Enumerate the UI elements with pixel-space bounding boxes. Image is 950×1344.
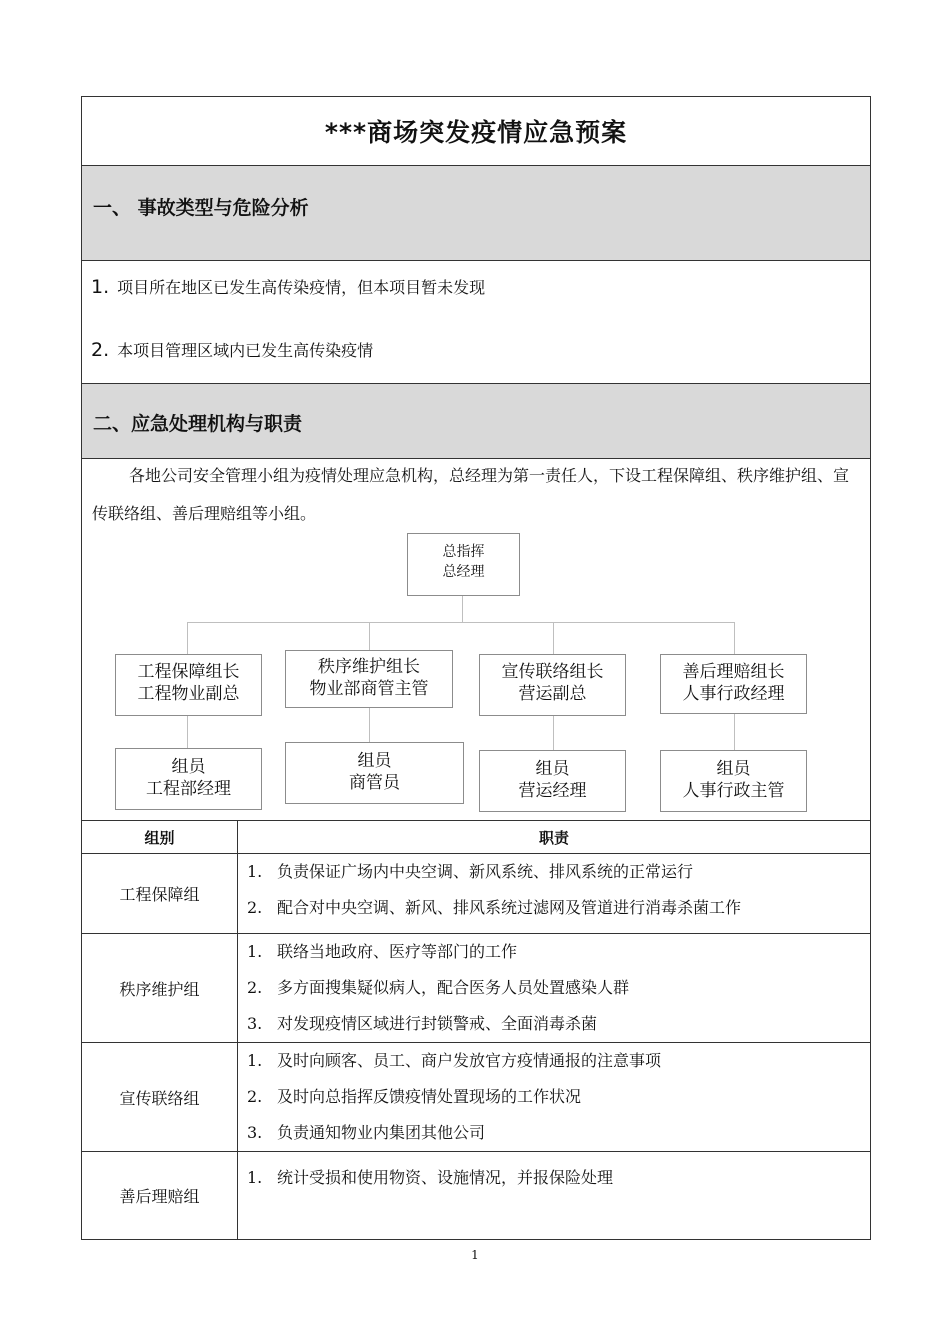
org-node-role: 善后理赔组长 bbox=[682, 662, 785, 682]
duty-item bbox=[247, 890, 870, 926]
org-node-role: 秩序维护组长 bbox=[318, 657, 420, 677]
list-item-number: 2. bbox=[91, 339, 110, 361]
table-row bbox=[82, 854, 870, 934]
list-item bbox=[91, 275, 485, 298]
table-header-row bbox=[82, 821, 870, 854]
group-name: 善后理赔组 bbox=[82, 1152, 238, 1240]
org-node-role: 总指挥 bbox=[442, 544, 485, 560]
section-1-list bbox=[82, 261, 870, 384]
group-name: 宣传联络组 bbox=[82, 1043, 238, 1152]
section-2-intro: 各地公司安全管理小组为疫情处理应急机构，总经理为第一责任人，下设工程保障组、秩序维护组、宣传联络组、善后理赔组等小组。 bbox=[92, 466, 850, 523]
duty-text: 负责通知物业内集团其他公司 bbox=[277, 1123, 486, 1142]
connector-line bbox=[187, 716, 188, 748]
duty-item bbox=[247, 1043, 870, 1079]
duty-text: 多方面搜集疑似病人，配合医务人员处置感染人群 bbox=[277, 978, 630, 997]
section-1-header bbox=[82, 166, 870, 261]
org-node-role: 组员 bbox=[357, 751, 392, 771]
group-name: 秩序维护组 bbox=[82, 934, 238, 1043]
org-node-person: 商管员 bbox=[349, 773, 400, 793]
org-node-role: 工程保障组长 bbox=[137, 662, 240, 682]
duty-list bbox=[238, 934, 871, 1043]
group-name: 工程保障组 bbox=[82, 854, 238, 934]
table-row bbox=[82, 1152, 870, 1240]
duty-num: 2. bbox=[247, 1087, 263, 1106]
org-node-member bbox=[479, 750, 626, 812]
org-node-role: 组员 bbox=[171, 757, 206, 777]
org-node-person: 人事行政经理 bbox=[682, 684, 785, 704]
connector-line bbox=[187, 622, 188, 654]
duty-text: 对发现疫情区域进行封锁警戒、全面消毒杀菌 bbox=[277, 1014, 598, 1033]
org-node-leader bbox=[660, 654, 807, 714]
duty-num: 3. bbox=[247, 1014, 263, 1033]
duty-item bbox=[247, 1160, 870, 1196]
duty-num: 1. bbox=[247, 862, 263, 881]
connector-line bbox=[734, 714, 735, 750]
column-header-duty: 职责 bbox=[238, 821, 871, 854]
section-1-heading: 一、 事故类型与危险分析 bbox=[93, 197, 309, 219]
connector-line bbox=[187, 622, 735, 623]
duty-list bbox=[238, 1043, 871, 1152]
connector-line bbox=[369, 708, 370, 742]
duty-list bbox=[238, 854, 871, 934]
list-item-text: 本项目管理区域内已发生高传染疫情 bbox=[117, 341, 374, 360]
section-2-header bbox=[82, 384, 870, 459]
duty-item bbox=[247, 934, 870, 970]
duty-text: 联络当地政府、医疗等部门的工作 bbox=[277, 942, 518, 961]
duty-text: 负责保证广场内中央空调、新风系统、排风系统的正常运行 bbox=[277, 862, 694, 881]
connector-line bbox=[462, 596, 463, 622]
org-node-person: 人事行政主管 bbox=[682, 781, 785, 801]
duty-table bbox=[82, 820, 870, 1240]
org-node-person: 工程部经理 bbox=[146, 779, 231, 799]
org-node-member bbox=[660, 750, 807, 812]
connector-line bbox=[553, 716, 554, 750]
connector-line bbox=[734, 622, 735, 654]
column-header-group: 组别 bbox=[82, 821, 238, 854]
duty-item bbox=[247, 1079, 870, 1115]
org-node-role: 宣传联络组长 bbox=[501, 662, 604, 682]
duty-text: 统计受损和使用物资、设施情况，并报保险处理 bbox=[277, 1168, 614, 1187]
connector-line bbox=[553, 622, 554, 654]
org-node-member bbox=[285, 742, 464, 804]
org-node-member bbox=[115, 748, 262, 810]
org-node-commander bbox=[407, 533, 520, 596]
org-node-person: 工程物业副总 bbox=[137, 684, 240, 704]
title-row bbox=[82, 97, 870, 166]
org-node-role: 组员 bbox=[535, 759, 570, 779]
list-item bbox=[91, 338, 373, 361]
duty-num: 1. bbox=[247, 1168, 263, 1187]
org-node-role: 组员 bbox=[716, 759, 751, 779]
list-item-number: 1. bbox=[91, 276, 110, 298]
duty-text: 及时向总指挥反馈疫情处置现场的工作状况 bbox=[277, 1087, 582, 1106]
org-node-person: 总经理 bbox=[442, 564, 485, 580]
list-item-text: 项目所在地区已发生高传染疫情，但本项目暂未发现 bbox=[117, 278, 486, 297]
duty-num: 1. bbox=[247, 1051, 263, 1070]
connector-line bbox=[369, 622, 370, 650]
duty-list bbox=[238, 1152, 871, 1240]
duty-item bbox=[247, 1115, 870, 1151]
org-node-leader bbox=[479, 654, 626, 716]
page-title: ***商场突发疫情应急预案 bbox=[324, 118, 628, 147]
duty-text: 配合对中央空调、新风、排风系统过滤网及管道进行消毒杀菌工作 bbox=[277, 898, 742, 917]
section-2-heading: 二、应急处理机构与职责 bbox=[93, 413, 303, 435]
duty-item bbox=[247, 970, 870, 1006]
duty-num: 1. bbox=[247, 942, 263, 961]
duty-num: 3. bbox=[247, 1123, 263, 1142]
page-number: 1 bbox=[471, 1248, 479, 1262]
org-node-person: 营运副总 bbox=[518, 684, 587, 704]
duty-item bbox=[247, 854, 870, 890]
document-frame bbox=[81, 96, 871, 1240]
duty-text: 及时向顾客、员工、商户发放官方疫情通报的注意事项 bbox=[277, 1051, 662, 1070]
duty-num: 2. bbox=[247, 978, 263, 997]
org-node-leader bbox=[285, 650, 453, 708]
org-node-person: 物业部商管主管 bbox=[309, 679, 429, 699]
table-row bbox=[82, 1043, 870, 1152]
org-node-person: 营运经理 bbox=[518, 781, 587, 801]
duty-num: 2. bbox=[247, 898, 263, 917]
table-row bbox=[82, 934, 870, 1043]
duty-item bbox=[247, 1006, 870, 1042]
org-node-leader bbox=[115, 654, 262, 716]
